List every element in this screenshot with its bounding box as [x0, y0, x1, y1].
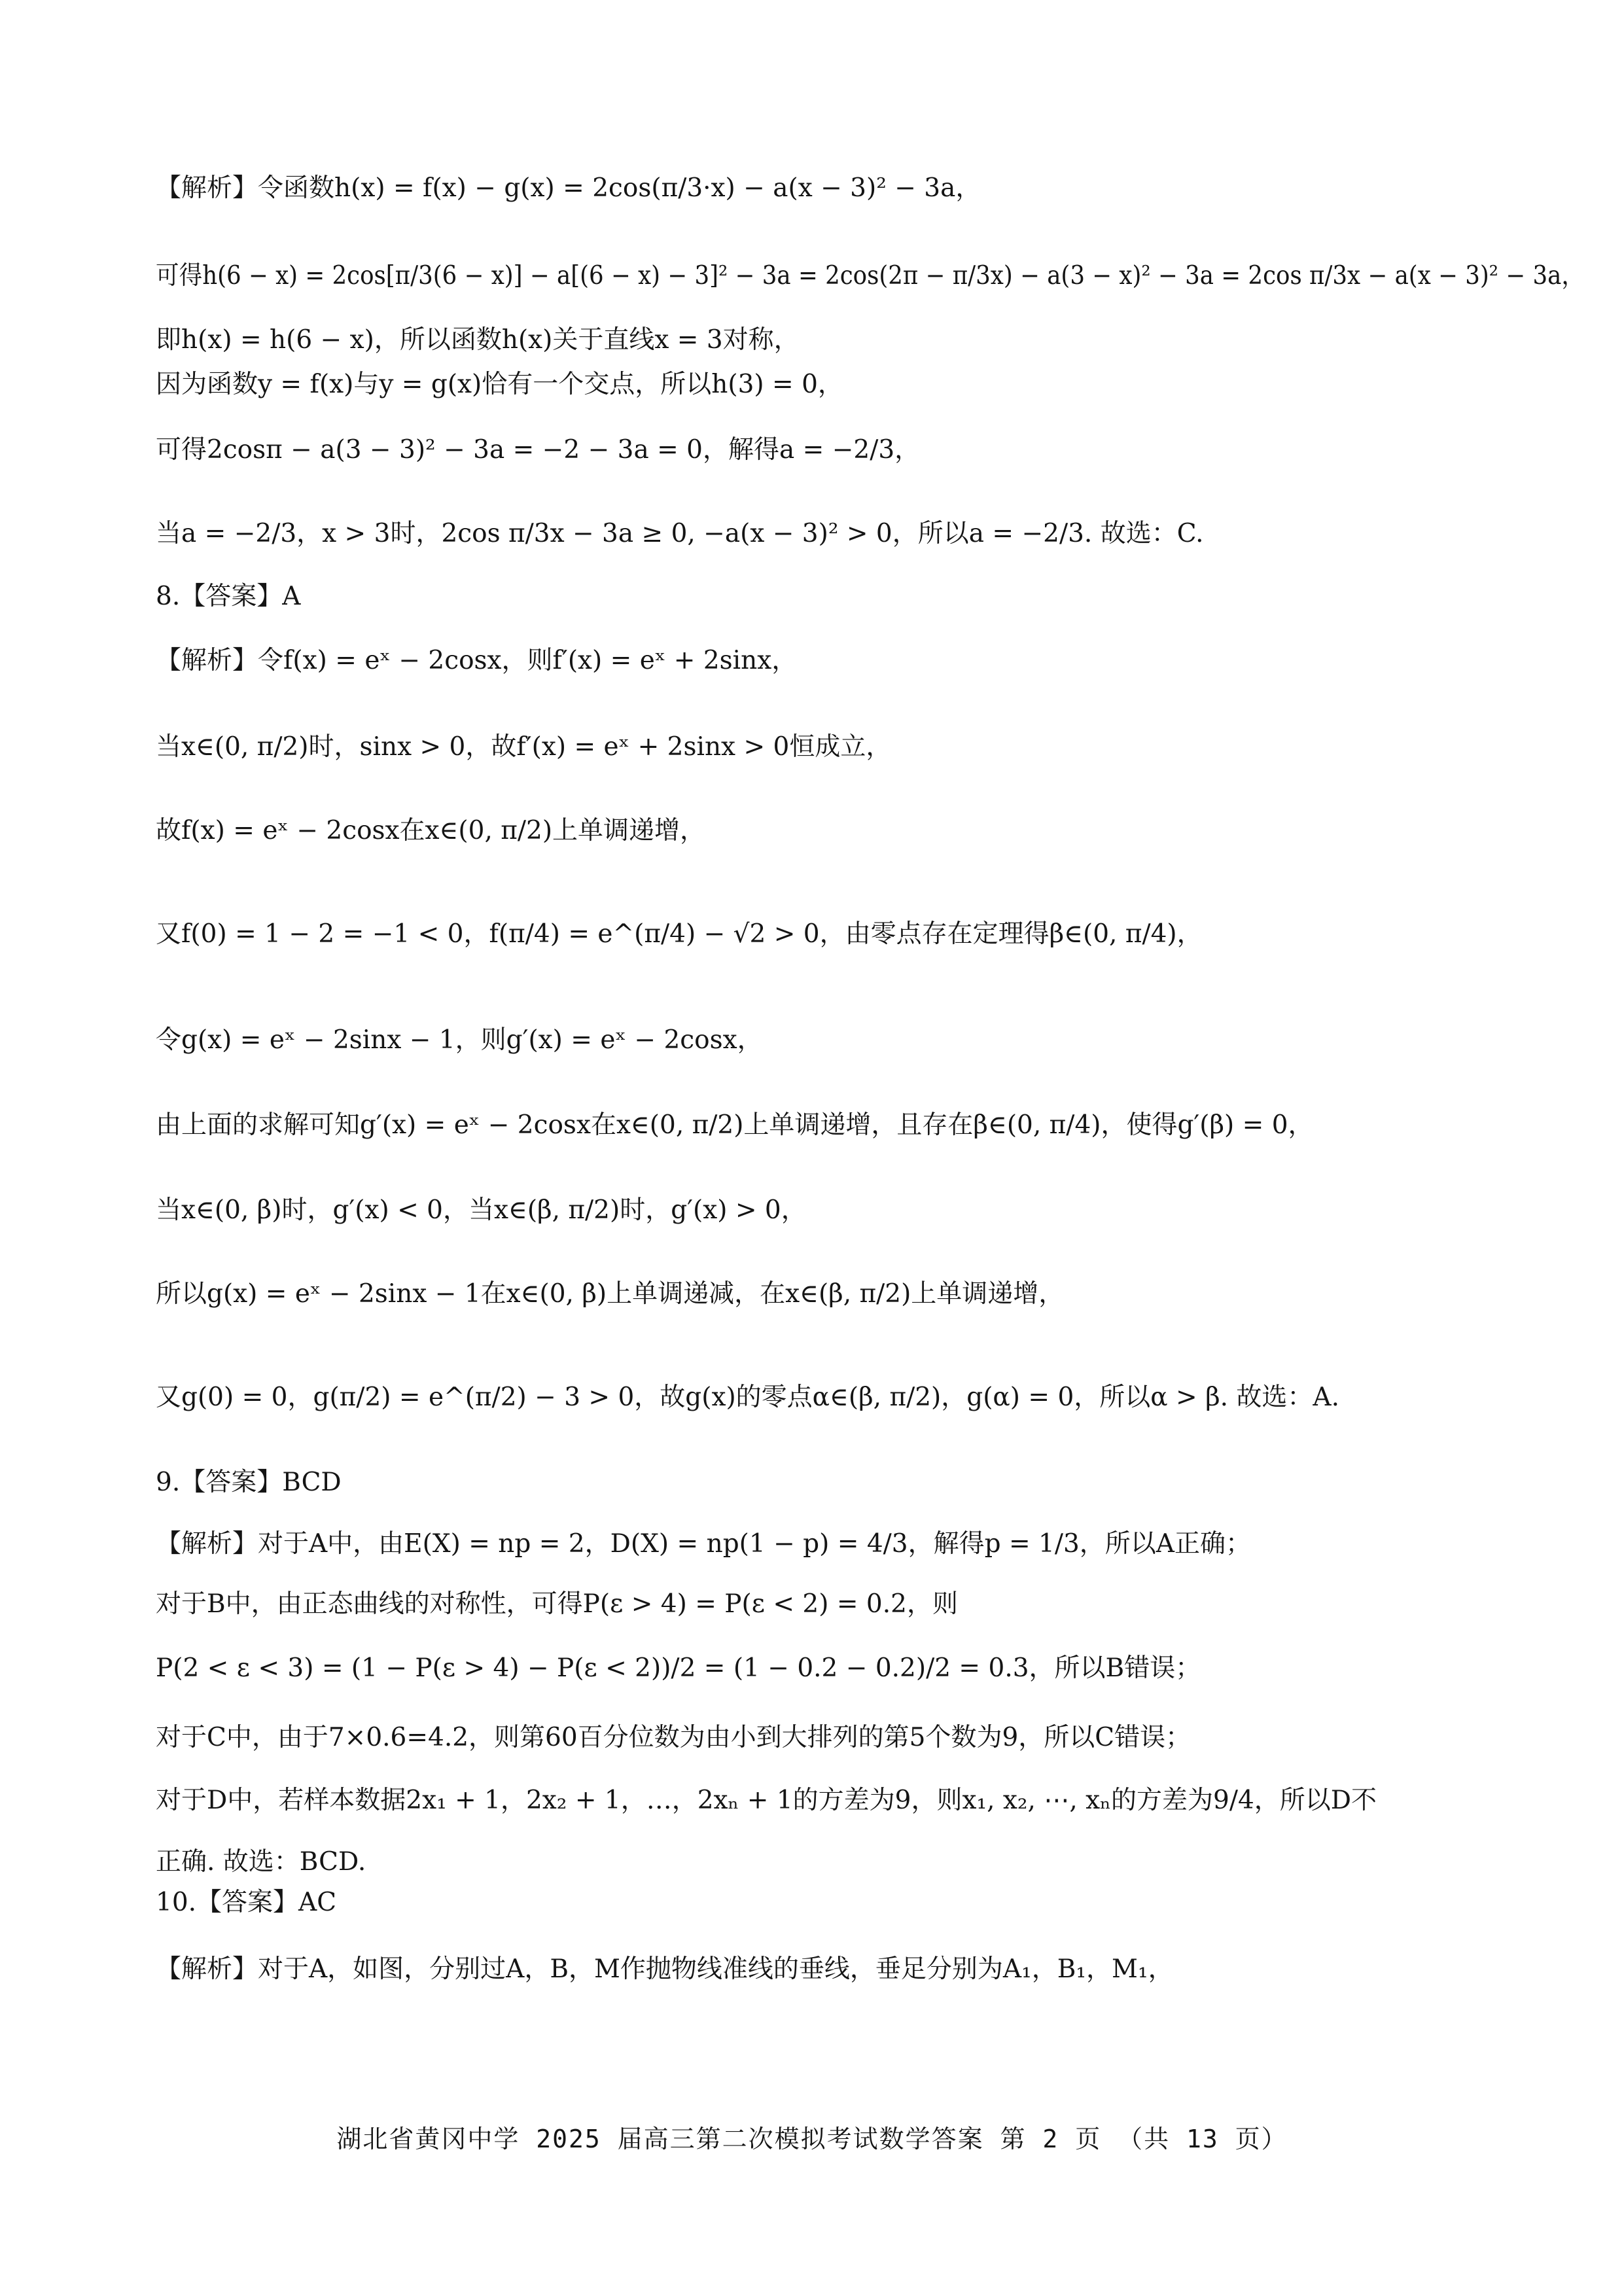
line-14: [156, 1197, 807, 1223]
line-13: [156, 1112, 1314, 1138]
line-8: [156, 648, 797, 673]
line-2: [156, 263, 1585, 289]
line-15: [156, 1281, 1064, 1307]
line-13-text: 由上面的求解可知g′(x) = eˣ − 2cosx在x∈(0, π/2)上单调递增，且存在β∈(0, π/4)，使得g′(β) = 0，: [156, 1110, 1314, 1140]
line-22: [156, 1788, 1377, 1813]
line-9: [156, 734, 891, 760]
line-12: [156, 1027, 763, 1053]
answer-10-text: 10.【答案】AC: [156, 1888, 337, 1917]
line-4: [156, 372, 843, 397]
line-1-text: 【解析】令函数h(x) = f(x) − g(x) = 2cos(π/3·x) − a(x − 3)² − 3a，: [156, 173, 981, 203]
line-9-text: 当x∈(0, π/2)时，sinx > 0，故f′(x) = eˣ + 2sinx > 0恒成立，: [156, 732, 892, 762]
line-20-text: P(2 < ε < 3) = (1 − P(ε > 4) − P(ε < 2))/2 = (1 − 0.2 − 0.2)/2 = 0.3，所以B错误；: [156, 1653, 1201, 1683]
line-14-text: 当x∈(0, β)时，g′(x) < 0，当x∈(β, π/2)时，g′(x) > 0，: [156, 1195, 807, 1225]
line-22-text: 对于D中，若样本数据2x₁ + 1，2x₂ + 1，…，2xₙ + 1的方差为9，则x₁, x₂, ⋯, xₙ的方差为9/4，所以D不: [156, 1786, 1377, 1815]
line-15-text: 所以g(x) = eˣ − 2sinx − 1在x∈(0, β)上单调递减，在x∈(β, π/2)上单调递增，: [156, 1279, 1065, 1309]
line-4-text: 因为函数y = f(x)与y = g(x)恰有一个交点，所以h(3) = 0，: [156, 370, 843, 399]
line-20: [156, 1655, 1201, 1681]
line-8-text: 【解析】令f(x) = eˣ − 2cosx，则f′(x) = eˣ + 2sinx，: [156, 646, 798, 675]
line-11: [156, 921, 1203, 947]
line-23-text: 正确. 故选：BCD.: [156, 1847, 366, 1877]
line-11-text: 又f(0) = 1 − 2 = −1 < 0，f(π/4) = e^(π/4) − √2 > 0，由零点存在定理得β∈(0, π/4)，: [156, 919, 1203, 949]
line-18-text: 【解析】对于A中，由E(X) = np = 2，D(X) = np(1 − p) = 4/3，解得p = 1/3，所以A正确；: [156, 1529, 1251, 1559]
line-21-text: 对于C中，由于7×0.6=4.2，则第60百分位数为由小到大排列的第5个数为9，所以C错误；: [156, 1723, 1192, 1752]
answer-10-heading: [156, 1890, 336, 1915]
line-5: [156, 437, 920, 463]
line-19: [156, 1591, 958, 1617]
line-3-text: 即h(x) = h(6 − x)，所以函数h(x)关于直线x = 3对称，: [156, 325, 800, 355]
answer-8-heading: [156, 584, 300, 609]
line-19-text: 对于B中，由正态曲线的对称性，可得P(ε > 4) = P(ε < 2) = 0.2，则: [156, 1589, 958, 1619]
line-18: [156, 1531, 1251, 1557]
line-6: [156, 521, 1204, 546]
line-25-text: 【解析】对于A，如图，分别过A，B，M作抛物线准线的垂线，垂足分别为A₁，B₁，M₁，: [156, 1954, 1174, 1984]
answer-9-heading: [156, 1470, 342, 1495]
line-16-text: 又g(0) = 0，g(π/2) = e^(π/2) − 3 > 0，故g(x)的零点α∈(β, π/2)，g(α) = 0，所以α > β. 故选：A.: [156, 1383, 1339, 1412]
line-25: [156, 1956, 1174, 1982]
line-3: [156, 327, 800, 353]
page-footer: 湖北省黄冈中学 2025 届高三第二次模拟考试数学答案 第 2 页 （共 13 页）: [336, 2125, 1288, 2153]
line-2-text: 可得h(6 − x) = 2cos[π/3(6 − x)] − a[(6 − x) − 3]² − 3a = 2cos(2π − π/3x) − a(3 − x)² − 3a = 2cos π/3x − a(x − 3)² − 3a，: [156, 261, 1585, 291]
line-5-text: 可得2cosπ − a(3 − 3)² − 3a = −2 − 3a = 0，解得a = −2/3，: [156, 435, 921, 465]
line-10: [156, 818, 705, 843]
answer-9-text: 9.【答案】BCD: [156, 1468, 342, 1497]
line-12-text: 令g(x) = eˣ − 2sinx − 1，则g′(x) = eˣ − 2cosx，: [156, 1025, 763, 1055]
line-6-text: 当a = −2/3，x > 3时，2cos π/3x − 3a ≥ 0, −a(x − 3)² > 0，所以a = −2/3. 故选：C.: [156, 519, 1204, 548]
line-10-text: 故f(x) = eˣ − 2cosx在x∈(0, π/2)上单调递增，: [156, 816, 706, 845]
line-21: [156, 1725, 1191, 1750]
answer-8-text: 8.【答案】A: [156, 582, 301, 611]
line-1: [156, 175, 981, 201]
line-23: [156, 1849, 366, 1875]
line-16: [156, 1385, 1339, 1410]
